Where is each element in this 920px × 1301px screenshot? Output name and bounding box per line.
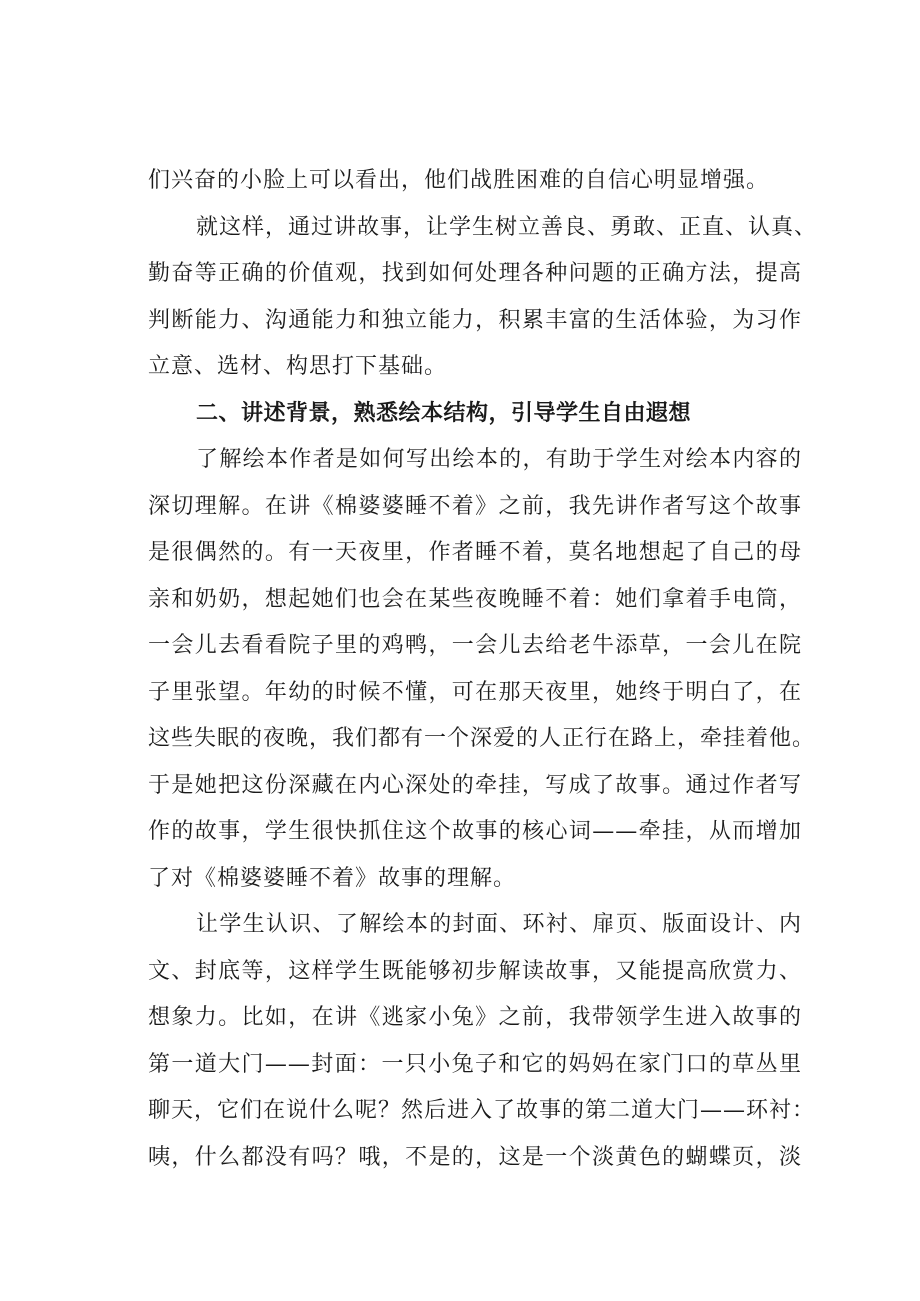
text-line: 立意、选材、构思打下基础。 [148, 354, 448, 379]
text-line: 于是她把这份深藏在内心深处的牵挂，写成了故事。通过作者写 [148, 772, 802, 798]
text-line: 们兴奋的小脸上可以看出，他们战胜困难的自信心明显增强。 [148, 168, 770, 193]
text-line: 咦，什么都没有吗？哦，不是的，这是一个淡黄色的蝴蝶页，淡 [148, 1144, 802, 1170]
text-line: 是很偶然的。有一天夜里，作者睡不着，莫名地想起了自己的母 [148, 540, 802, 565]
body-text [148, 158, 818, 1181]
section-heading: 二、讲述背景，熟悉绘本结构，引导学生自由遐想 [196, 400, 692, 426]
text-line: 这些失眠的夜晚，我们都有一个深爱的人正行在路上，牵挂着他。 [148, 726, 816, 751]
text-line: 勤奋等正确的价值观，找到如何处理各种问题的正确方法，提高 [148, 261, 802, 286]
text-line: 亲和奶奶，想起她们也会在某些夜晚睡不着：她们拿着手电筒， [148, 586, 802, 612]
text-line: 判断能力、沟通能力和独立能力，积累丰富的生活体验，为习作 [148, 307, 802, 333]
text-line: 让学生认识、了解绘本的封面、环衬、扉页、版面设计、内 [196, 912, 802, 937]
text-line: 作的故事，学生很快抓住这个故事的核心词——牵挂，从而增加 [148, 819, 802, 844]
text-line: 一会儿去看看院子里的鸡鸭，一会儿去给老牛添草，一会儿在院 [148, 633, 802, 658]
text-line: 想象力。比如，在讲《逃家小兔》之前，我带领学生进入故事的 [148, 1005, 802, 1030]
text-line: 了对《棉婆婆睡不着》故事的理解。 [148, 865, 517, 891]
text-line: 第一道大门——封面：一只小兔子和它的妈妈在家门口的草丛里 [148, 1051, 802, 1077]
text-line: 深切理解。在讲《棉婆婆睡不着》之前，我先讲作者写这个故事 [148, 493, 802, 519]
text-line: 子里张望。年幼的时候不懂，可在那天夜里，她终于明白了，在 [148, 679, 802, 705]
text-line: 聊天，它们在说什么呢？然后进入了故事的第二道大门——环衬： [148, 1098, 816, 1123]
text-line: 文、封底等，这样学生既能够初步解读故事，又能提高欣赏力、 [148, 958, 802, 984]
text-line: 就这样，通过讲故事，让学生树立善良、勇敢、正直、认真、 [196, 214, 818, 240]
text-line: 了解绘本作者是如何写出绘本的，有助于学生对绘本内容的 [196, 447, 802, 472]
